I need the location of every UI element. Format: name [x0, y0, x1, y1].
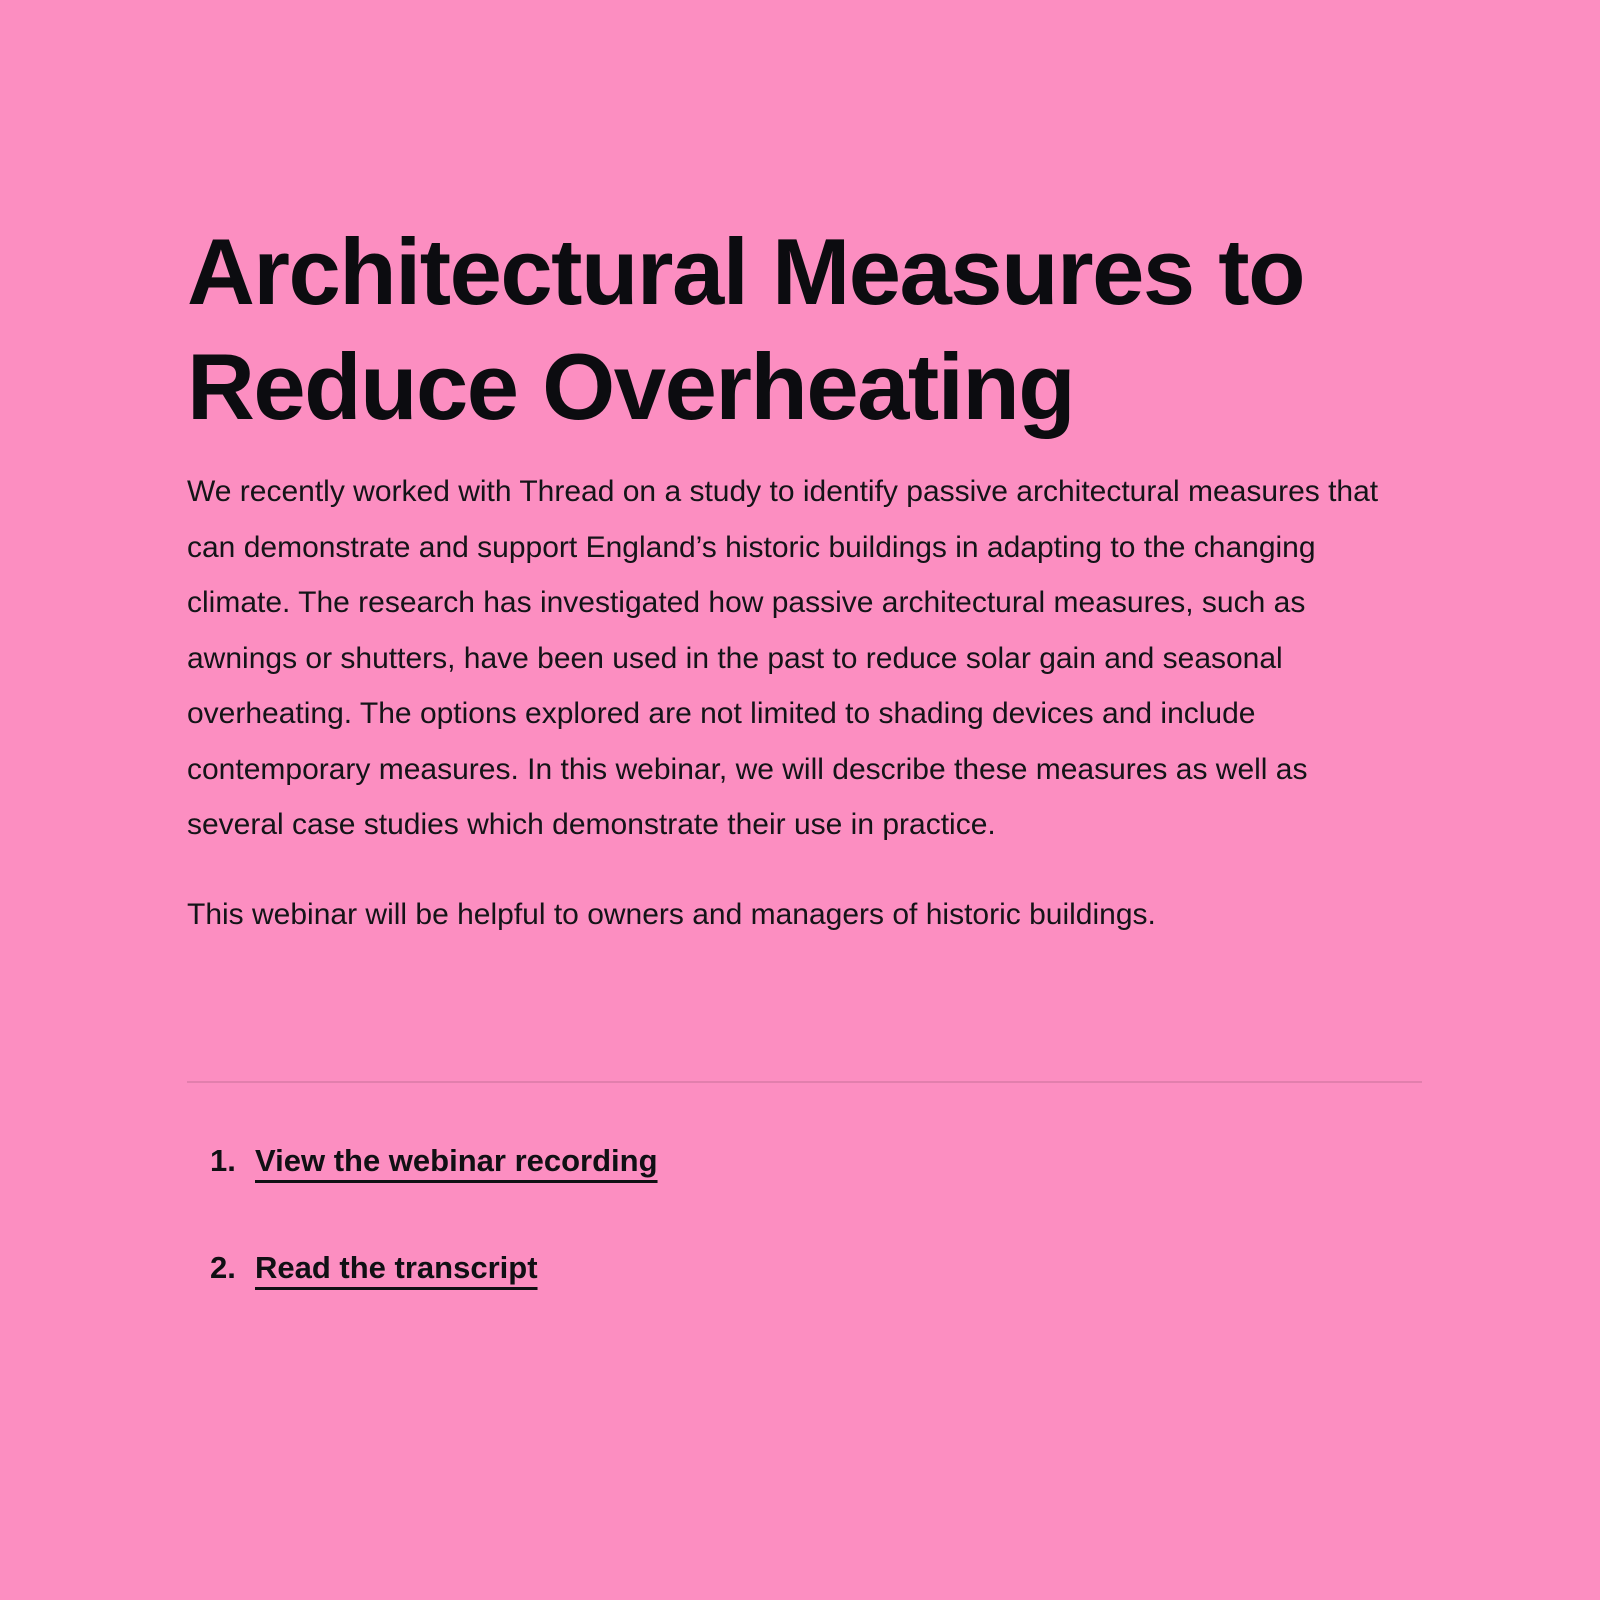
list-item [210, 1248, 1422, 1288]
webinar-links-list [187, 1141, 1422, 1288]
audience-paragraph: This webinar will be helpful to owners and managers of historic buildings. [187, 897, 1156, 931]
intro-paragraph: We recently worked with Thread on a study to identify passive architectural measures that can demonstrate and support England’s historic buildings in adapting to the changing climate. The research has investigated how passive architectural measures, such as awnings or shutters, have been used in the past to reduce solar gain and seasonal overheating. The options explored are not limited to shading devices and include contemporary measures. In this webinar, we will describe these measures as well as several case studies which demonstrate their use in practice. [187, 475, 1379, 842]
main-content [187, 0, 1422, 1288]
transcript-link[interactable]: Read the transcript [255, 1249, 538, 1285]
list-item [210, 1141, 1422, 1181]
list-item-number: 2. [210, 1249, 236, 1285]
section-divider [187, 1081, 1422, 1083]
webinar-recording-link[interactable]: View the webinar recording [255, 1143, 658, 1179]
list-item-number: 1. [210, 1143, 236, 1179]
page-title: Architectural Measures to Reduce Overheating [187, 219, 1304, 439]
